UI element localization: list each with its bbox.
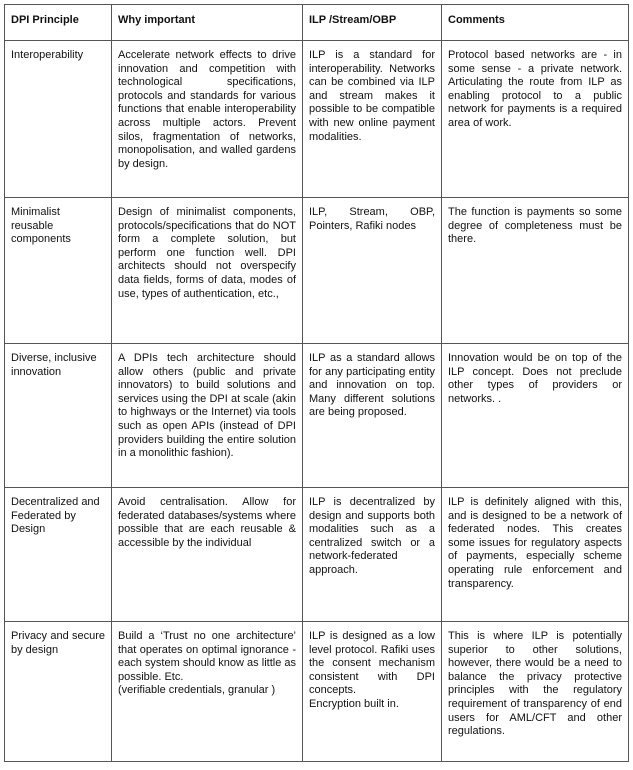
table-header-row bbox=[5, 5, 629, 41]
header-ilp-stream-obp: ILP /Stream/OBP bbox=[303, 5, 442, 41]
principle-cell: Diverse, inclusive innovation bbox=[5, 344, 112, 488]
comments-cell: This is where ILP is potentially superior to other solutions, however, there would be a need to balance the privacy protective principles with the regulatory requirement of transparency of end users for AML/CFT and other regulations. bbox=[442, 622, 629, 762]
comments-cell: ILP is definitely aligned with this, and is designed to be a network of federated nodes. This creates some issues for regulatory aspects of payments, especially scheme operating rule enforcement and transparency. bbox=[442, 488, 629, 622]
header-comments: Comments bbox=[442, 5, 629, 41]
why-cell: Accelerate network effects to drive innovation and competition with technological specifications, protocols and standards for various functions that enable interoperability across multiple actors. Prevent silos, fragmentation of networks, monopolisation, and walled gardens by design. bbox=[112, 41, 303, 198]
principle-cell: Decentralized and Federated by Design bbox=[5, 488, 112, 622]
comments-cell: Innovation would be on top of the ILP concept. Does not preclude other types of providers or networks. . bbox=[442, 344, 629, 488]
header-why-important: Why important bbox=[112, 5, 303, 41]
table-row bbox=[5, 488, 629, 622]
why-note: (verifiable credentials, granular ) bbox=[118, 684, 276, 697]
table-row bbox=[5, 198, 629, 344]
comments-cell: The function is payments so some degree of completeness must be there. bbox=[442, 198, 629, 344]
principle-cell: Privacy and secure by design bbox=[5, 622, 112, 762]
table-row bbox=[5, 41, 629, 198]
principle-cell: Minimalist reusable components bbox=[5, 198, 112, 344]
ilp-note: Encryption built in. bbox=[309, 697, 399, 710]
ilp-cell bbox=[303, 622, 442, 762]
dpi-principles-table bbox=[4, 4, 629, 762]
why-cell bbox=[112, 622, 303, 762]
ilp-cell: ILP, Stream, OBP, Pointers, Rafiki nodes bbox=[303, 198, 442, 344]
table-row bbox=[5, 622, 629, 762]
ilp-cell: ILP as a standard allows for any participating entity and innovation on top. Many different solutions are being proposed. bbox=[303, 344, 442, 488]
why-cell: A DPIs tech architecture should allow others (public and private innovators) to build solutions and services using the DPI at scale (akin to highways or the Internet) via tools such as open APIs (instead of DPI providers building the entire solution in a monolithic fashion). bbox=[112, 344, 303, 488]
ilp-cell: ILP is decentralized by design and supports both modalities such as a centralized switch or a network-federated approach. bbox=[303, 488, 442, 622]
ilp-cell: ILP is a standard for interoperability. Networks can be combined via ILP and stream makes it possible to be compatible with new online payment modalities. bbox=[303, 41, 442, 198]
table-row bbox=[5, 344, 629, 488]
why-cell: Avoid centralisation. Allow for federated databases/systems where possible that are each reusable & accessible by the individual bbox=[112, 488, 303, 622]
principle-cell: Interoperability bbox=[5, 41, 112, 198]
ilp-text: ILP is designed as a low level protocol. Rafiki uses the consent mechanism consistent with DPI concepts. bbox=[309, 630, 435, 697]
why-text: Build a ‘Trust no one architecture’ that operates on optimal ignorance - each system should know as little as possible. Etc. bbox=[118, 630, 296, 683]
header-dpi-principle: DPI Principle bbox=[5, 5, 112, 41]
why-cell: Design of minimalist components, protocols/specifications that do NOT form a complete solution, but perform one function well. DPI architects should not overspecify data fields, forms of data, modes of use, types of authentication, etc., bbox=[112, 198, 303, 344]
comments-cell: Protocol based networks are - in some sense - a private network. Articulating the route from ILP as enabling protocol to a public network for payments is a required area of work. bbox=[442, 41, 629, 198]
